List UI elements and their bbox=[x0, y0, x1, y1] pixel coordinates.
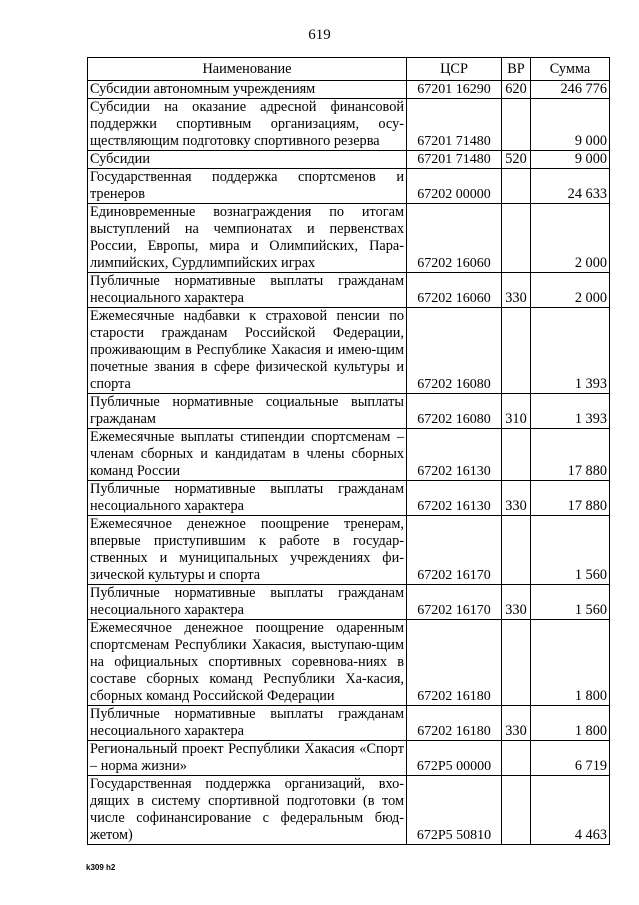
row-csr: 67201 71480 bbox=[407, 151, 502, 169]
row-name: Публичные нормативные выплаты гражданам несоциального характера bbox=[88, 585, 407, 620]
row-name: Ежемесячные выплаты стипендии спортсменам – членам сборных и кандидатам в члены сборных команд России bbox=[88, 429, 407, 481]
row-sum: 17 880 bbox=[531, 429, 610, 481]
row-vr bbox=[502, 429, 531, 481]
row-sum: 1 393 bbox=[531, 308, 610, 394]
row-csr: 67202 16080 bbox=[407, 394, 502, 429]
row-vr: 310 bbox=[502, 394, 531, 429]
row-sum: 1 800 bbox=[531, 706, 610, 741]
row-vr: 330 bbox=[502, 706, 531, 741]
row-sum: 9 000 bbox=[531, 151, 610, 169]
header-sum: Сумма bbox=[531, 58, 610, 81]
row-name: Публичные нормативные выплаты гражданам несоциального характера bbox=[88, 273, 407, 308]
row-sum: 9 000 bbox=[531, 99, 610, 151]
row-csr: 67201 71480 bbox=[407, 99, 502, 151]
row-vr: 330 bbox=[502, 273, 531, 308]
row-sum: 6 719 bbox=[531, 741, 610, 776]
row-name: Субсидии bbox=[88, 151, 407, 169]
table-row bbox=[88, 169, 610, 204]
row-name: Публичные нормативные выплаты гражданам несоциального характера bbox=[88, 481, 407, 516]
table-row bbox=[88, 81, 610, 99]
row-vr: 620 bbox=[502, 81, 531, 99]
table-row bbox=[88, 585, 610, 620]
header-name: Наименование bbox=[88, 58, 407, 81]
row-csr: 67202 16170 bbox=[407, 585, 502, 620]
row-vr bbox=[502, 169, 531, 204]
table-row bbox=[88, 706, 610, 741]
row-sum: 2 000 bbox=[531, 204, 610, 273]
table-row bbox=[88, 516, 610, 585]
row-vr bbox=[502, 776, 531, 845]
row-sum: 1 560 bbox=[531, 585, 610, 620]
row-csr: 67202 00000 bbox=[407, 169, 502, 204]
page-number: 619 bbox=[308, 27, 331, 43]
row-csr: 67202 16130 bbox=[407, 481, 502, 516]
row-name: Ежемесячные надбавки к страховой пенсии по старости гражданам Российской Федерации, проживающим в Республике Хакасия и имею-щим почетные звания в сфере физической культуры и спорта bbox=[88, 308, 407, 394]
row-vr bbox=[502, 620, 531, 706]
table-row bbox=[88, 741, 610, 776]
table-header-row bbox=[88, 58, 610, 81]
row-vr bbox=[502, 99, 531, 151]
row-vr: 330 bbox=[502, 481, 531, 516]
row-vr bbox=[502, 308, 531, 394]
row-sum: 24 633 bbox=[531, 169, 610, 204]
row-name: Субсидии на оказание адресной финансовой поддержки спортивным организациям, осу-ществляющим подготовку спортивного резерва bbox=[88, 99, 407, 151]
row-name: Ежемесячное денежное поощрение тренерам, впервые приступившим к работе в государ-ственных и муниципальных учреждениях фи-зической культуры и спорта bbox=[88, 516, 407, 585]
row-name: Публичные нормативные социальные выплаты гражданам bbox=[88, 394, 407, 429]
table-row bbox=[88, 394, 610, 429]
table-row bbox=[88, 776, 610, 845]
row-sum: 1 560 bbox=[531, 516, 610, 585]
table-row bbox=[88, 273, 610, 308]
row-csr: 672Р5 00000 bbox=[407, 741, 502, 776]
row-csr: 672Р5 50810 bbox=[407, 776, 502, 845]
table-row bbox=[88, 99, 610, 151]
row-name: Государственная поддержка организаций, вхо-дящих в систему спортивной подготовки (в том числе софинансирование с федеральным бюд-жетом) bbox=[88, 776, 407, 845]
row-sum: 17 880 bbox=[531, 481, 610, 516]
row-name: Публичные нормативные выплаты гражданам несоциального характера bbox=[88, 706, 407, 741]
table-row bbox=[88, 620, 610, 706]
row-name: Единовременные вознаграждения по итогам выступлений на чемпионатах и первенствах России, Европы, мира и Олимпийских, Пара-лимпийских, Сурдлимпийских играх bbox=[88, 204, 407, 273]
header-csr: ЦСР bbox=[407, 58, 502, 81]
row-csr: 67202 16060 bbox=[407, 204, 502, 273]
row-sum: 1 393 bbox=[531, 394, 610, 429]
row-name: Субсидии автономным учреждениям bbox=[88, 81, 407, 99]
row-sum: 246 776 bbox=[531, 81, 610, 99]
table-row bbox=[88, 308, 610, 394]
row-vr bbox=[502, 204, 531, 273]
row-sum: 4 463 bbox=[531, 776, 610, 845]
row-csr: 67202 16180 bbox=[407, 706, 502, 741]
row-vr bbox=[502, 516, 531, 585]
row-csr: 67202 16080 bbox=[407, 308, 502, 394]
row-csr: 67201 16290 bbox=[407, 81, 502, 99]
row-sum: 1 800 bbox=[531, 620, 610, 706]
row-vr: 330 bbox=[502, 585, 531, 620]
table-row bbox=[88, 481, 610, 516]
table-row bbox=[88, 204, 610, 273]
row-csr: 67202 16060 bbox=[407, 273, 502, 308]
row-vr: 520 bbox=[502, 151, 531, 169]
table-row bbox=[88, 429, 610, 481]
row-name: Региональный проект Республики Хакасия «Спорт – норма жизни» bbox=[88, 741, 407, 776]
row-name: Государственная поддержка спортсменов и тренеров bbox=[88, 169, 407, 204]
row-name: Ежемесячное денежное поощрение одаренным спортсменам Республики Хакасия, выступаю-щим на официальных спортивных соревнова-ниях в составе сборных команд Республики Ха-касия, сборных команд Российской Федерации bbox=[88, 620, 407, 706]
row-csr: 67202 16180 bbox=[407, 620, 502, 706]
budget-table bbox=[87, 57, 610, 845]
header-vr: ВР bbox=[502, 58, 531, 81]
table-row bbox=[88, 151, 610, 169]
row-vr bbox=[502, 741, 531, 776]
footer-code: k309 h2 bbox=[86, 863, 116, 872]
row-sum: 2 000 bbox=[531, 273, 610, 308]
row-csr: 67202 16130 bbox=[407, 429, 502, 481]
row-csr: 67202 16170 bbox=[407, 516, 502, 585]
